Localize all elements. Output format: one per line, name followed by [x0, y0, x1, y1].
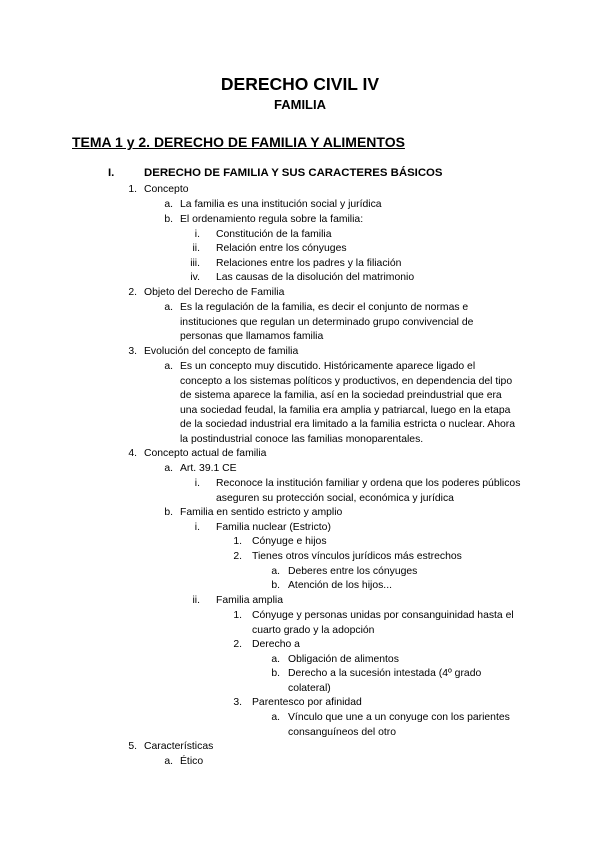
item-marker: ii.	[192, 243, 200, 254]
list-item: Las causas de la disolución del matrimonio	[216, 272, 415, 283]
list-item: Parentesco por afinidad	[252, 697, 362, 708]
item-marker: a.	[271, 654, 280, 665]
item-marker: a.	[164, 302, 173, 313]
item-marker: a.	[271, 566, 280, 577]
item-marker: 1.	[233, 610, 242, 621]
list-item: Familia nuclear (Estricto)	[216, 522, 331, 533]
list-item: Características	[144, 741, 214, 752]
item-marker: iv.	[190, 272, 200, 283]
list-item: Concepto actual de familia	[144, 448, 267, 459]
list-item: Es un concepto muy discutido. Históricamente aparece ligado el concepto a los sistemas políticos y productivos, en dependencia del tipo de sistema aparece la familia, así en la sociedad preindustrial que era una sociedad feudal, la familia era amplia y patriarcal, luego en la etapa de la sociedad industrial era limitado a la familia estricta o nuclear. Ahora la postindustrial conoce las familias monoparentales.	[180, 361, 515, 445]
item-marker: 3.	[128, 346, 137, 357]
item-marker: b.	[271, 580, 280, 591]
item-marker: i.	[194, 229, 200, 240]
list-item: Constitución de la familia	[216, 229, 332, 240]
item-marker: 1.	[233, 536, 242, 547]
list-item: Tienes otros vínculos jurídicos más estrechos	[252, 551, 462, 562]
item-marker: b.	[271, 668, 280, 679]
list-item: Relación entre los cónyuges	[216, 243, 347, 254]
item-marker: 3.	[233, 697, 242, 708]
list-item: Es la regulación de la familia, es decir el conjunto de normas e instituciones que regulan un determinado grupo convivencial de personas que llamamos familia	[180, 302, 474, 343]
item-marker: ii.	[192, 595, 200, 606]
list-item: Derecho a la sucesión intestada (4º grado colateral)	[288, 668, 482, 694]
section-marker: I.	[108, 167, 115, 179]
item-marker: a.	[271, 712, 280, 723]
document-subtitle: FAMILIA	[274, 97, 326, 112]
list-item: El ordenamiento regula sobre la familia:	[180, 214, 364, 225]
item-marker: 4.	[128, 448, 137, 459]
item-marker: 2.	[233, 639, 242, 650]
document-title: DERECHO CIVIL IV	[220, 74, 380, 94]
item-marker: 2.	[233, 551, 242, 562]
list-item: Obligación de alimentos	[288, 654, 399, 665]
list-item: Vínculo que une a un conyuge con los parientes consanguíneos del otro	[288, 712, 510, 738]
section-title: DERECHO DE FAMILIA Y SUS CARACTERES BÁSICOS	[144, 167, 443, 179]
item-marker: 2.	[128, 287, 137, 298]
item-marker: b.	[164, 214, 173, 225]
item-marker: a.	[164, 756, 173, 767]
item-marker: a.	[164, 361, 173, 372]
item-marker: iii.	[190, 258, 200, 269]
list-item: Ético	[180, 756, 204, 767]
list-item: La familia es una institución social y jurídica	[180, 199, 382, 210]
list-item: Atención de los hijos...	[288, 580, 392, 591]
list-item: Derecho a	[252, 639, 300, 650]
item-marker: 5.	[128, 741, 137, 752]
list-item: Familia en sentido estricto y amplio	[180, 507, 343, 518]
item-marker: a.	[164, 463, 173, 474]
list-item: Concepto	[144, 184, 189, 195]
list-item: Reconoce la institución familiar y ordena que los poderes públicos aseguren su protección social, económica y jurídica	[216, 478, 521, 504]
item-marker: a.	[164, 199, 173, 210]
item-marker: b.	[164, 507, 173, 518]
list-item: Cónyuge y personas unidas por consanguinidad hasta el cuarto grado y la adopción	[252, 610, 514, 636]
tema-heading: TEMA 1 y 2. DERECHO DE FAMILIA Y ALIMENTOS	[72, 134, 405, 150]
list-item: Objeto del Derecho de Familia	[144, 287, 285, 298]
list-item: Deberes entre los cónyuges	[288, 566, 418, 577]
list-item: Art. 39.1 CE	[180, 463, 237, 474]
item-marker: i.	[194, 478, 200, 489]
list-item: Relaciones entre los padres y la filiación	[216, 258, 402, 269]
list-item: Familia amplia	[216, 595, 283, 606]
item-marker: i.	[194, 522, 200, 533]
item-marker: 1.	[128, 184, 137, 195]
list-item: Evolución del concepto de familia	[144, 346, 299, 357]
list-item: Cónyuge e hijos	[252, 536, 327, 547]
